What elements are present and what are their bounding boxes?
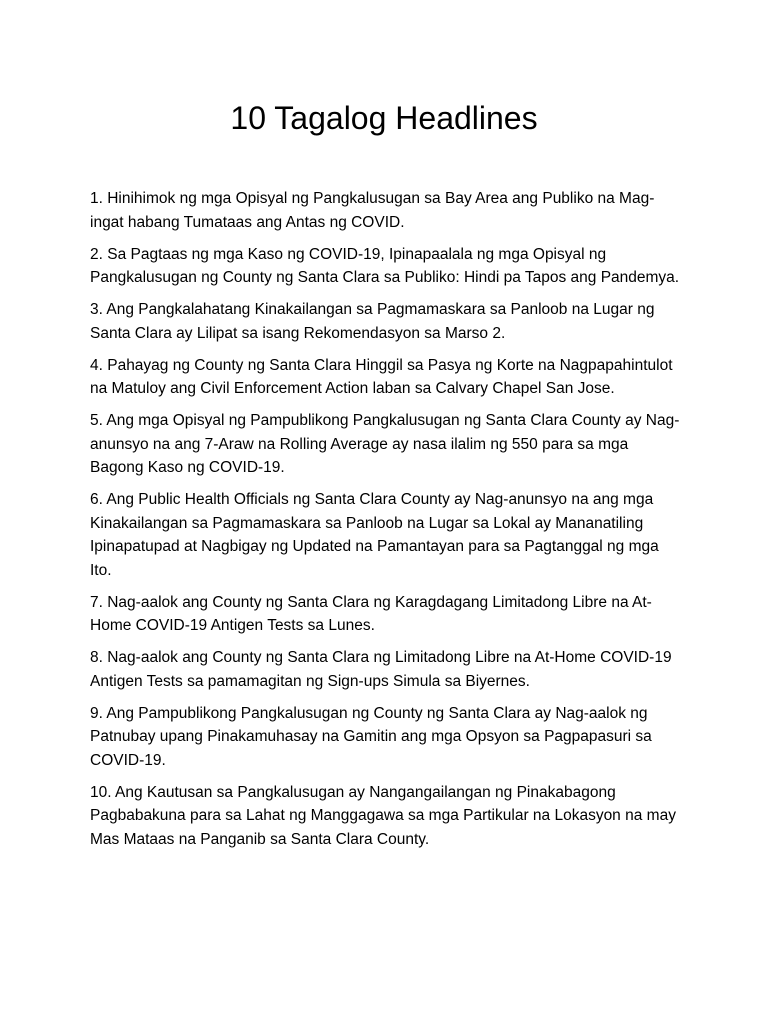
headline-list <box>90 187 680 860</box>
page-title: 10 Tagalog Headlines <box>230 100 538 136</box>
headline-item-7: 7. Nag-aalok ang County ng Santa Clara ng Karagdagang Limitadong Libre na At-Home COVID-19 Antigen Tests sa Lunes. <box>90 593 652 634</box>
headline-item-1: 1. Hinihimok ng mga Opisyal ng Pangkalusugan sa Bay Area ang Publiko na Mag-ingat habang Tumataas ang Antas ng COVID. <box>90 190 655 231</box>
headline-item-4: 4. Pahayag ng County ng Santa Clara Hinggil sa Pasya ng Korte na Nagpapahintulot na Matuloy ang Civil Enforcement Action laban sa Calvary Chapel San Jose. <box>90 356 673 397</box>
headline-item-10: 10. Ang Kautusan sa Pangkalusugan ay Nangangailangan ng Pinakabagong Pagbabakuna para sa Lahat ng Manggagawa sa mga Partikular na Lokasyon na may Mas Mataas na Panganib sa Santa Clara County. <box>90 783 676 848</box>
headline-item-5: 5. Ang mga Opisyal ng Pampublikong Pangkalusugan ng Santa Clara County ay Nag-anunsyo na ang 7-Araw na Rolling Average ay nasa ilalim ng 550 para sa mga Bagong Kaso ng COVID-19. <box>90 412 680 476</box>
headline-item-2: 2. Sa Pagtaas ng mga Kaso ng COVID-19, Ipinapaalala ng mga Opisyal ng Pangkalusugan ng County ng Santa Clara sa Publiko: Hindi pa Tapos ang Pandemya. <box>90 245 680 286</box>
headline-item-6: 6. Ang Public Health Officials ng Santa Clara County ay Nag-anunsyo na ang mga Kinakailangan sa Pagmamaskara sa Panloob na Lugar sa Lokal ay Mananatiling Ipinapatupad at Nagbigay ng Updated na Pamantayan para sa Pagtanggal ng mga Ito. <box>90 491 659 579</box>
headline-item-8: 8. Nag-aalok ang County ng Santa Clara ng Limitadong Libre na At-Home COVID-19 Antigen Tests sa pamamagitan ng Sign-ups Simula sa Biyernes. <box>90 649 672 690</box>
headline-item-3: 3. Ang Pangkalahatang Kinakailangan sa Pagmamaskara sa Panloob na Lugar ng Santa Clara ay Lilipat sa isang Rekomendasyon sa Marso 2. <box>90 301 655 342</box>
headline-item-9: 9. Ang Pampublikong Pangkalusugan ng County ng Santa Clara ay Nag-aalok ng Patnubay upang Pinakamuhasay na Gamitin ang mga Opsyon sa Pagpapasuri sa COVID-19. <box>90 704 652 769</box>
